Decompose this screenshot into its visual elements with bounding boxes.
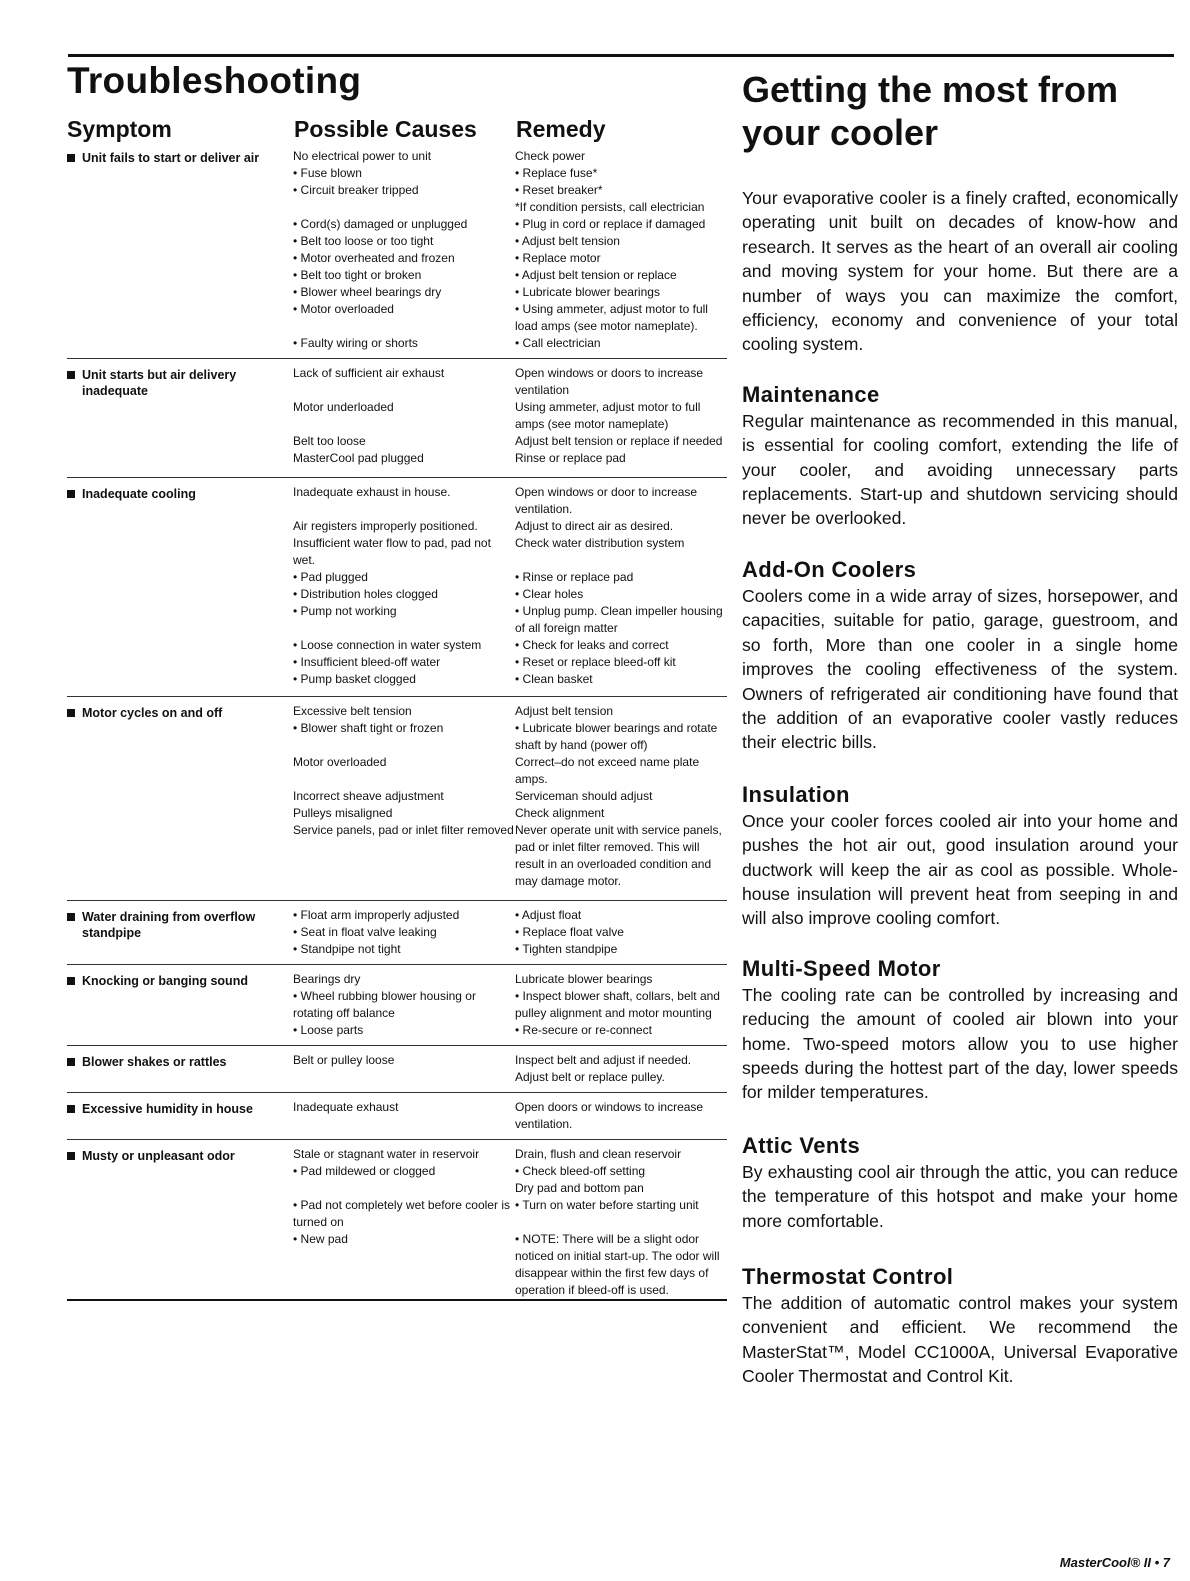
cause-text: • Distribution holes clogged	[293, 587, 438, 601]
cause-text: • Pad not completely wet before cooler is turned on	[293, 1198, 510, 1229]
cause-text: • Standpipe not tight	[293, 942, 401, 956]
cause-remedy-pair	[293, 788, 727, 805]
symptom-cell	[67, 1052, 293, 1086]
symptom-text: Excessive humidity in house	[82, 1102, 253, 1116]
top-rule	[68, 54, 1174, 57]
tips-sections	[742, 381, 1178, 1389]
cause-text: Excessive belt tension • Blower shaft tight or frozen	[293, 704, 444, 735]
remedy-text: Serviceman should adjust	[515, 789, 653, 803]
cooler-tips-title: Getting the most from your cooler	[742, 69, 1118, 153]
remedy-text: • Re-secure or re-connect	[515, 1023, 652, 1037]
cause-text: • Belt too loose or too tight	[293, 234, 434, 248]
remedy-text: Adjust to direct air as desired.	[515, 519, 674, 533]
cause-remedy-pair	[293, 569, 727, 586]
cause-remedy-pair	[293, 924, 727, 941]
cause-remedy-pair	[293, 1052, 727, 1086]
cause-text: Stale or stagnant water in reservoir	[293, 1147, 480, 1161]
symptom-text: Inadequate cooling	[82, 487, 196, 501]
cause-text: Belt or pulley loose	[293, 1053, 395, 1067]
remedy-text: • Unplug pump. Clean impeller housing of all foreign matter	[515, 604, 723, 635]
section-body: By exhausting cool air through the attic, you can reduce the temperature of this hotspot and make your home more comfortable.	[742, 1161, 1178, 1231]
cause-text: Belt too loose	[293, 434, 366, 448]
symptom-text: Water draining from overflow standpipe	[82, 910, 256, 940]
cause-remedy-pair	[293, 148, 727, 216]
table-row	[67, 148, 727, 359]
cause-remedy-pair	[293, 1146, 727, 1163]
remedy-text: • Clean basket	[515, 672, 593, 686]
symptom-cell	[67, 1099, 293, 1133]
cause-text: Pulleys misaligned	[293, 806, 393, 820]
table-row	[67, 1046, 727, 1093]
table-row	[67, 965, 727, 1046]
cause-remedy-pair	[293, 654, 727, 671]
square-bullet-icon	[67, 709, 75, 717]
remedy-text: • Clear holes	[515, 587, 584, 601]
cause-text: • Pad plugged	[293, 570, 368, 584]
cause-remedy-pair	[293, 233, 727, 250]
tip-section	[742, 1132, 1178, 1233]
table-row	[67, 359, 727, 478]
square-bullet-icon	[67, 490, 75, 498]
cause-remedy-pair	[293, 433, 727, 450]
troubleshooting-table	[67, 148, 727, 1301]
cause-text: Lack of sufficient air exhaust	[293, 366, 445, 380]
remedy-header: Remedy	[516, 116, 606, 142]
section-heading: Add-On Coolers	[742, 556, 917, 582]
symptom-text: Motor cycles on and off	[82, 706, 223, 720]
cause-text: Incorrect sheave adjustment	[293, 789, 444, 803]
cause-remedy-pair	[293, 267, 727, 284]
causes-header: Possible Causes	[294, 116, 477, 142]
cause-text: • Motor overheated and frozen	[293, 251, 455, 265]
cause-remedy-pair	[293, 671, 727, 688]
cause-text: Bearings dry	[293, 972, 361, 986]
cause-text: • Loose parts	[293, 1023, 364, 1037]
remedy-text: • NOTE: There will be a slight odor noticed on initial start-up. The odor will disappear within the first few days of operation if bleed-off is used.	[515, 1232, 720, 1297]
cause-text: No electrical power to unit • Fuse blown • Circuit breaker tripped	[293, 149, 432, 197]
symptom-cell	[67, 907, 293, 958]
remedy-text: Using ammeter, adjust motor to full amps (see motor nameplate)	[515, 400, 701, 431]
section-heading: Multi-Speed Motor	[742, 955, 941, 981]
remedy-text: • Adjust belt tension or replace	[515, 268, 677, 282]
remedy-text: • Inspect blower shaft, collars, belt and pulley alignment and motor mounting	[515, 989, 720, 1020]
section-heading: Maintenance	[742, 381, 880, 407]
table-row	[67, 478, 727, 697]
cause-text: • Faulty wiring or shorts	[293, 336, 418, 350]
cause-text: • Wheel rubbing blower housing or rotating off balance	[293, 989, 476, 1020]
remedy-text: • Rinse or replace pad	[515, 570, 634, 584]
remedy-text: Check power • Replace fuse* • Reset breaker* *If condition persists, call electrician	[515, 149, 705, 214]
intro-paragraph: Your evaporative cooler is a finely crafted, economically operating unit built on decades of know-how and research. It serves as the heart of an overall air cooling and moving system for your home. But there are a number of ways you can maximize the comfort, efficiency, economy and convenience of your total cooling system.	[742, 188, 1178, 355]
cause-remedy-pair	[293, 484, 727, 518]
cooler-tips-column	[742, 186, 1178, 1389]
square-bullet-icon	[67, 154, 75, 162]
section-body: Coolers come in a wide array of sizes, horsepower, and capacities, suitable for patio, garage, guestroom, and so forth, More than one cooler in a single home improves the cooling effectiveness of the system. Owners of refrigerated air conditioning have found that the addition of an evaporative cooler vastly reduces their electric bills.	[742, 585, 1178, 753]
table-row	[67, 1093, 727, 1140]
section-heading: Insulation	[742, 781, 850, 807]
troubleshooting-title: Troubleshooting	[67, 60, 362, 101]
cause-text: • Cord(s) damaged or unplugged	[293, 217, 468, 231]
section-body: Regular maintenance as recommended in this manual, is essential for cooling comfort, extending the life of your cooler, and avoiding unnecessary parts replacements. Start-up and shutdown servicing should never be overlooked.	[742, 410, 1178, 529]
square-bullet-icon	[67, 977, 75, 985]
cause-text: • New pad	[293, 1232, 348, 1246]
remedy-text: Check water distribution system	[515, 536, 685, 550]
cause-remedy-pair	[293, 335, 727, 352]
cause-remedy-pair	[293, 284, 727, 301]
symptom-cell	[67, 1146, 293, 1299]
symptom-cell	[67, 484, 293, 688]
cause-text: • Float arm improperly adjusted	[293, 908, 460, 922]
table-row	[67, 901, 727, 965]
remedy-text: • Turn on water before starting unit	[515, 1198, 699, 1212]
cause-text: • Belt too tight or broken	[293, 268, 422, 282]
cause-remedy-pair	[293, 805, 727, 822]
square-bullet-icon	[67, 1152, 75, 1160]
remedy-text: Drain, flush and clean reservoir	[515, 1147, 682, 1161]
cause-text: Inadequate exhaust	[293, 1100, 399, 1114]
cause-text: • Insufficient bleed-off water	[293, 655, 441, 669]
cause-remedy-pair	[293, 1163, 727, 1197]
square-bullet-icon	[67, 1058, 75, 1066]
cause-text: • Blower wheel bearings dry	[293, 285, 442, 299]
remedy-text: • Check for leaks and correct	[515, 638, 669, 652]
remedy-text: • Adjust float	[515, 908, 582, 922]
remedy-text: • Replace motor	[515, 251, 601, 265]
cause-remedy-pair	[293, 301, 727, 335]
tip-section	[742, 381, 1178, 531]
section-heading: Attic Vents	[742, 1132, 861, 1158]
cause-remedy-pair	[293, 1099, 727, 1133]
remedy-text: Never operate unit with service panels, pad or inlet filter removed. This will result in an overloaded condition and may damage motor.	[515, 823, 722, 888]
symptom-text: Knocking or banging sound	[82, 974, 248, 988]
cause-text: • Pad mildewed or clogged	[293, 1164, 436, 1178]
cause-remedy-pair	[293, 703, 727, 754]
symptom-text: Blower shakes or rattles	[82, 1055, 227, 1069]
cause-text: MasterCool pad plugged	[293, 451, 424, 465]
cause-text: • Motor overloaded	[293, 302, 394, 316]
cause-remedy-pair	[293, 399, 727, 433]
cause-remedy-pair	[293, 365, 727, 399]
cause-remedy-pair	[293, 988, 727, 1022]
cause-remedy-pair	[293, 250, 727, 267]
cause-text: Motor overloaded	[293, 755, 387, 769]
tip-section	[742, 955, 1178, 1105]
remedy-text: • Plug in cord or replace if damaged	[515, 217, 706, 231]
cause-remedy-pair	[293, 1022, 727, 1039]
symptom-cell	[67, 971, 293, 1039]
page-footer: MasterCool® II • 7	[1059, 1555, 1170, 1570]
remedy-text: Adjust belt tension or replace if needed	[515, 434, 723, 448]
cause-remedy-pair	[293, 450, 727, 467]
remedy-text: • Using ammeter, adjust motor to full load amps (see motor nameplate).	[515, 302, 708, 333]
square-bullet-icon	[67, 1105, 75, 1113]
section-body: The cooling rate can be controlled by increasing and reducing the amount of cooled air blown into your home. Two-speed motors allow you to use higher speeds during the hottest part of the day, lower speeds for milder temperatures.	[742, 984, 1178, 1103]
table-row	[67, 697, 727, 901]
symptom-text: Unit starts but air delivery inadequate	[82, 368, 237, 398]
remedy-text: Open windows or doors to increase ventilation	[515, 366, 704, 397]
symptom-cell	[67, 148, 293, 352]
cause-text: Inadequate exhaust in house.	[293, 485, 451, 499]
section-body: The addition of automatic control makes your system convenient and efficient. We recommend the MasterStat™, Model CC1000A, Universal Evaporative Cooler Thermostat and Control Kit.	[742, 1293, 1178, 1387]
remedy-text: Inspect belt and adjust if needed. Adjust belt or replace pulley.	[515, 1053, 692, 1084]
cause-remedy-pair	[293, 1197, 727, 1231]
cause-text: • Pump not working	[293, 604, 397, 618]
tip-section	[742, 556, 1178, 755]
remedy-text: • Lubricate blower bearings	[515, 285, 660, 299]
remedy-text: • Check bleed-off setting Dry pad and bottom pan	[515, 1164, 646, 1195]
remedy-text: Lubricate blower bearings	[515, 972, 653, 986]
symptom-cell	[67, 365, 293, 467]
cause-remedy-pair	[293, 637, 727, 654]
square-bullet-icon	[67, 371, 75, 379]
remedy-text: • Tighten standpipe	[515, 942, 618, 956]
remedy-text: Open windows or door to increase ventilation.	[515, 485, 698, 516]
cause-text: Service panels, pad or inlet filter removed	[293, 823, 514, 837]
section-heading: Thermostat Control	[742, 1264, 954, 1289]
remedy-text: • Call electrician	[515, 336, 601, 350]
cause-text: • Loose connection in water system	[293, 638, 482, 652]
table-row	[67, 1140, 727, 1301]
cause-remedy-pair	[293, 586, 727, 603]
remedy-text: • Replace float valve	[515, 925, 624, 939]
symptom-text: Unit fails to start or deliver air	[82, 151, 260, 165]
cause-text: Motor underloaded	[293, 400, 394, 414]
cause-text: Insufficient water flow to pad, pad not wet.	[293, 536, 491, 567]
tip-section	[742, 1263, 1178, 1389]
cause-remedy-pair	[293, 822, 727, 890]
cause-remedy-pair	[293, 971, 727, 988]
cause-text: Air registers improperly positioned.	[293, 519, 478, 533]
remedy-text: Check alignment	[515, 806, 605, 820]
symptom-text: Musty or unpleasant odor	[82, 1149, 235, 1163]
cause-remedy-pair	[293, 603, 727, 637]
remedy-text: Adjust belt tension • Lubricate blower bearings and rotate shaft by hand (power off)	[515, 704, 718, 752]
tip-section	[742, 781, 1178, 931]
cause-remedy-pair	[293, 1231, 727, 1299]
cause-remedy-pair	[293, 216, 727, 233]
cause-remedy-pair	[293, 535, 727, 569]
remedy-text: Rinse or replace pad	[515, 451, 626, 465]
remedy-text: • Adjust belt tension	[515, 234, 620, 248]
remedy-text: Open doors or windows to increase ventilation.	[515, 1100, 704, 1131]
cause-remedy-pair	[293, 754, 727, 788]
square-bullet-icon	[67, 913, 75, 921]
section-body: Once your cooler forces cooled air into your home and pushes the hot air out, good insulation around your ductwork will keep the air as cool as possible. Whole-house insulation will prevent heat from seeping in and will also improve cooling comfort.	[742, 810, 1178, 929]
cause-text: • Pump basket clogged	[293, 672, 416, 686]
cause-remedy-pair	[293, 907, 727, 924]
cause-remedy-pair	[293, 941, 727, 958]
cause-remedy-pair	[293, 518, 727, 535]
cause-text: • Seat in float valve leaking	[293, 925, 437, 939]
symptom-header: Symptom	[67, 116, 172, 142]
remedy-text: Correct–do not exceed name plate amps.	[515, 755, 700, 786]
remedy-text: • Reset or replace bleed-off kit	[515, 655, 676, 669]
symptom-cell	[67, 703, 293, 890]
